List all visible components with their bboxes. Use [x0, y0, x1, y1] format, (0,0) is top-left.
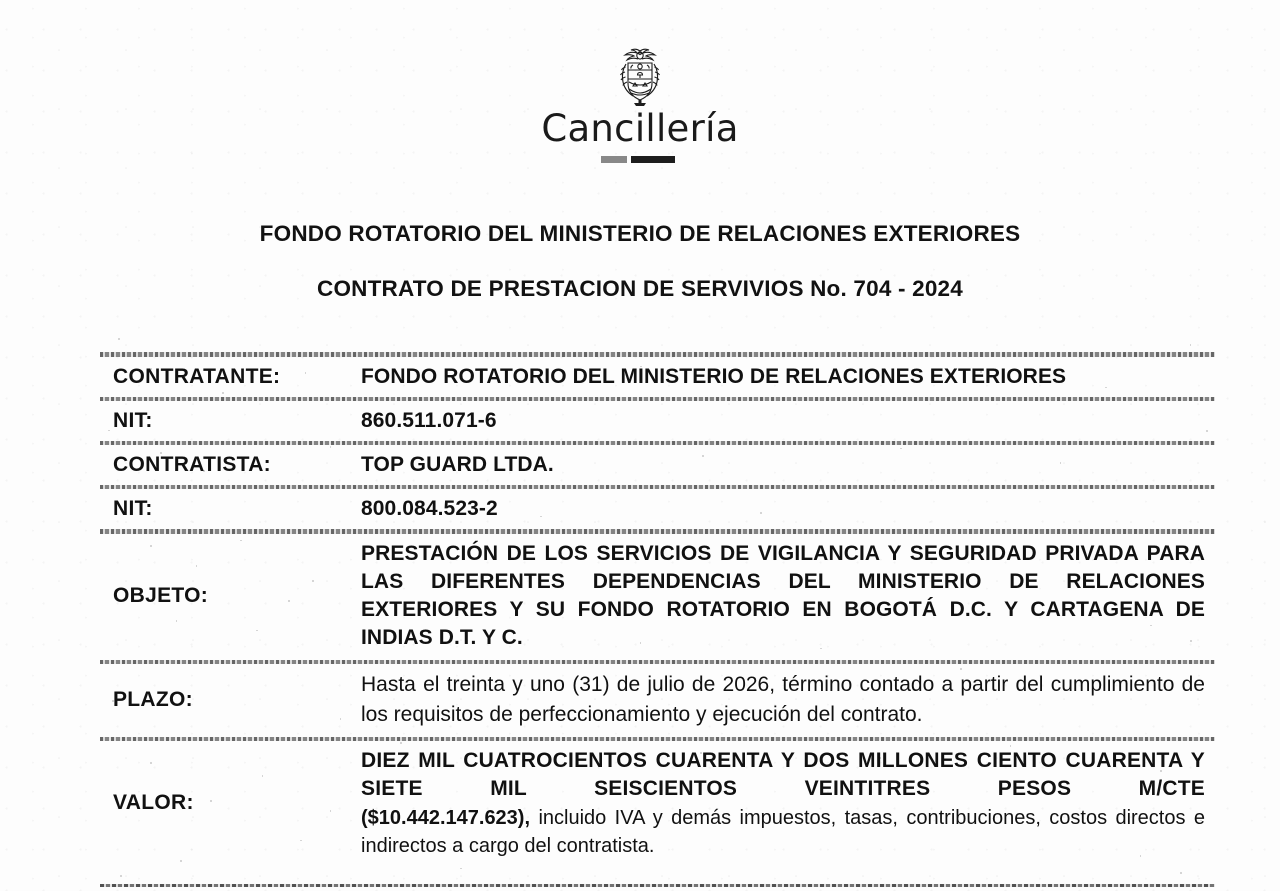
value-nit-contratista: 800.084.523-2	[361, 497, 498, 521]
label-contratante: CONTRATANTE:	[113, 365, 281, 388]
value-contratista: TOP GUARD LTDA.	[361, 453, 554, 477]
table-row-contratante	[100, 357, 1215, 397]
valor-amount-words: DIEZ MIL CUATROCIENTOS CUARENTA Y DOS MILLONES CIENTO CUARENTA Y SIETE MIL SEISCIENTOS VEINTITRES PESOS M/CTE	[361, 749, 1205, 801]
valor-amount-detail	[361, 804, 1205, 860]
table-rule	[100, 485, 1215, 489]
letterhead	[0, 46, 1280, 163]
page-title-contract: CONTRATO DE PRESTACION DE SERVIVIOS No. 704 - 2024	[317, 276, 963, 301]
brand-wordmark: Cancillería	[541, 107, 739, 150]
contract-details-table	[100, 352, 1215, 868]
value-nit-contratante: 860.511.071-6	[361, 409, 497, 433]
label-nit-contratante: NIT:	[113, 409, 153, 432]
table-row-valor	[100, 741, 1215, 867]
label-contratista: CONTRATISTA:	[113, 453, 271, 476]
value-valor	[361, 741, 1215, 867]
table-row-objeto	[100, 534, 1215, 660]
table-rule	[100, 660, 1215, 664]
table-rule-bottom	[100, 884, 1215, 887]
valor-amount-figure: ($10.442.147.623),	[361, 806, 531, 829]
label-nit-contratista: NIT:	[113, 497, 153, 520]
table-rule	[100, 397, 1215, 401]
table-rule	[100, 529, 1215, 534]
page-title-entity: FONDO ROTATORIO DEL MINISTERIO DE RELACIONES EXTERIORES	[259, 221, 1021, 246]
table-row-nit-contratante	[100, 401, 1215, 441]
value-contratante: FONDO ROTATORIO DEL MINISTERIO DE RELACIONES EXTERIORES	[361, 365, 1067, 389]
table-rule	[100, 737, 1215, 741]
value-plazo: Hasta el treinta y uno (31) de julio de 2026, término contado a partir del cumplimiento de los requisitos de perfeccionamiento y ejecución del contrato.	[361, 672, 1205, 726]
table-row-contratista	[100, 445, 1215, 485]
table-row-nit-contratista	[100, 489, 1215, 529]
label-plazo: PLAZO:	[113, 687, 193, 711]
table-rule-top	[100, 352, 1215, 357]
table-rule	[100, 441, 1215, 445]
value-objeto: PRESTACIÓN DE LOS SERVICIOS DE VIGILANCIA Y SEGURIDAD PRIVADA PARA LAS DIFERENTES DEPENDENCIAS DEL MINISTERIO DE RELACIONES EXTERIORES Y SU FONDO ROTATORIO EN BOGOTÁ D.C. Y CARTAGENA DE INDIAS D.T. Y C.	[361, 542, 1205, 649]
valor-amount-tail: incluido IVA y demás impuestos, tasas, contribuciones, costos directos e indirectos a cargo del contratista.	[361, 806, 1206, 857]
colombia-coat-of-arms-icon	[612, 46, 668, 108]
label-objeto: OBJETO:	[113, 583, 209, 607]
label-valor: VALOR:	[113, 791, 194, 815]
brand-subtitle-mark	[601, 156, 679, 163]
table-row-plazo	[100, 664, 1215, 738]
